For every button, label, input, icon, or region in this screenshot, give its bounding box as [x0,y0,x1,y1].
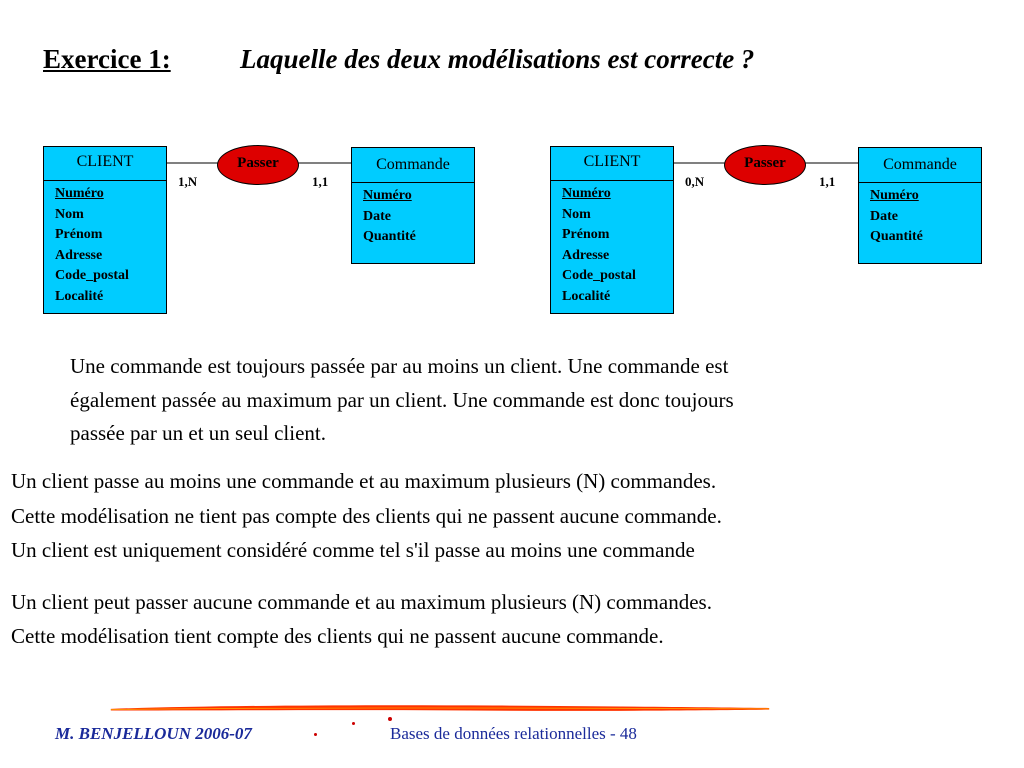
footer-dot [352,722,355,725]
explanation-model-2 [11,586,712,653]
entity-commande-2-name: Commande [859,148,981,183]
footer-brush-line [45,703,835,713]
explanation-line: Cette modélisation tient compte des clients qui ne passent aucune commande. [11,623,664,648]
explanation-line: Une commande est toujours passée par au moins un client. Une commande est [70,354,729,378]
footer-dot [388,717,392,721]
attr-nom: Nom [562,206,591,222]
attr-date: Date [363,208,391,224]
entity-client-1-name: CLIENT [44,147,166,181]
attr-quantite: Quantité [870,229,923,244]
attr-adresse: Adresse [55,247,103,263]
relation-passer-1: Passer [217,145,299,185]
explanation-line: Cette modélisation ne tient pas compte des clients qui ne passent aucune commande. [11,503,722,528]
attr-prenom: Prénom [562,227,610,242]
attr-adresse: Adresse [562,247,610,263]
cardinality-client-2: 0,N [685,174,705,189]
footer-course-page: Bases de données relationnelles - 48 [390,724,637,743]
attr-numero: Numéro [562,186,611,201]
explanation-model-1 [11,464,722,568]
attr-code-postal: Code_postal [55,268,129,283]
attr-quantite: Quantité [363,229,416,244]
explanation-line: Un client peut passer aucune commande et au maximum plusieurs (N) commandes. [11,590,712,614]
attr-numero: Numéro [870,188,919,203]
attr-prenom: Prénom [55,227,103,242]
attr-nom: Nom [55,206,84,222]
explanation-line: Un client est uniquement considéré comme tel s'il passe au moins une commande [11,538,695,562]
explanation-line: Un client passe au moins une commande et au maximum plusieurs (N) commandes. [11,469,717,493]
entity-commande-2 [858,147,982,264]
cardinality-commande-1: 1,1 [312,174,329,189]
attr-date: Date [870,208,898,224]
attr-code-postal: Code_postal [562,268,636,283]
entity-commande-2-attributes [859,183,981,248]
exercise-label: Exercice 1: [43,44,171,74]
attr-localite: Localité [55,288,104,304]
cardinality-commande-2: 1,1 [819,174,836,189]
explanation-commande [70,350,734,451]
entity-commande-1-name: Commande [352,148,474,183]
explanation-line: également passée au maximum par un client. Une commande est donc toujours [70,387,734,412]
relation-passer-2: Passer [724,145,806,185]
entity-client-2-attributes [551,181,673,307]
attr-numero: Numéro [55,186,104,201]
footer-author: M. BENJELLOUN 2006-07 [55,724,252,743]
cardinality-client-1: 1,N [178,174,198,189]
attr-numero: Numéro [363,188,412,203]
exercise-question: Laquelle des deux modélisations est correcte ? [240,44,755,74]
attr-localite: Localité [562,288,611,304]
explanation-line: passée par un et un seul client. [70,421,326,445]
entity-client-2 [550,146,674,314]
entity-client-2-name: CLIENT [551,147,673,181]
footer-dot [314,733,317,736]
